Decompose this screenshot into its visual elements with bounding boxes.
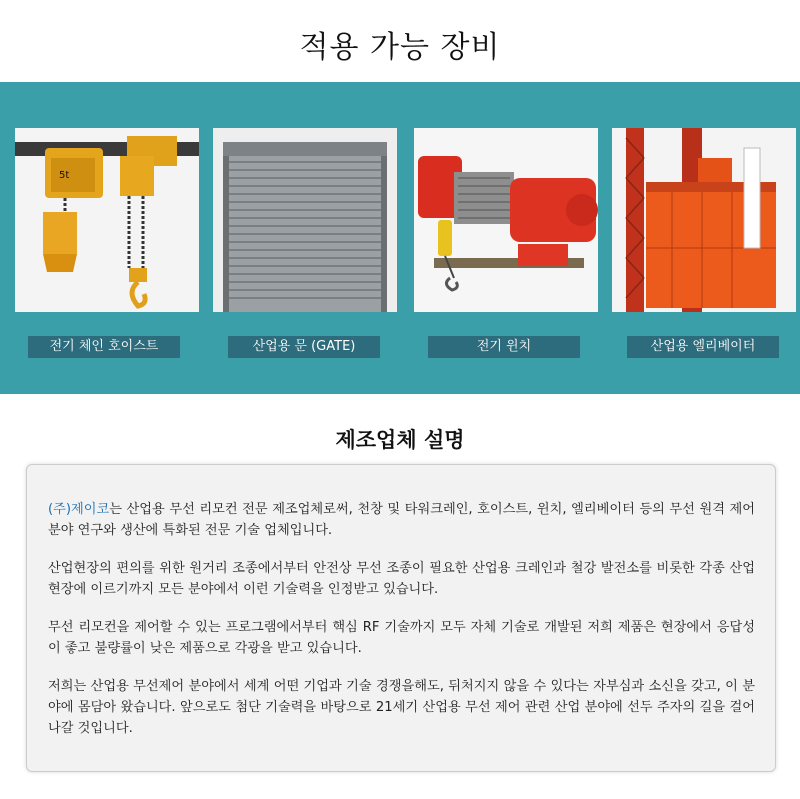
description-paragraph: (주)제이코는 산업용 무선 리모컨 전문 제조업체로써, 천창 및 타워크레인, 호이스트, 윈치, 엘리베이터 등의 무선 원격 제어 분야 연구와 생산에 특화된 전문 기술 업체입니다. [48,502,755,538]
electric-winch-image [414,128,598,312]
page-title: 적용 가능 장비 [299,30,501,65]
svg-text:5t: 5t [59,170,70,181]
description-title: 제조업체 설명 [335,428,465,452]
description-paragraph: 산업현장의 편의를 위한 원거리 조종에서부터 안전상 무선 조종이 필요한 산업용 크레인과 철강 발전소를 비롯한 각종 산업현장에 이르기까지 모든 분야에서 이런 기술력을 인정받고 있습니다. [48,561,755,597]
description-paragraph: 무선 리모컨을 제어할 수 있는 프로그램에서부터 핵심 RF 기술까지 모두 자체 기술로 개발된 저희 제품은 현장에서 응답성이 좋고 불량률이 낮은 제품으로 각광을 받고 있습니다. [48,620,755,656]
equipment-band [0,82,800,394]
equipment-label-gate: 산업용 문 (GATE) [228,336,380,358]
description-box [26,464,776,772]
equipment-label-winch: 전기 윈치 [428,336,580,358]
description-paragraph: 저희는 산업용 무선제어 분야에서 세계 어떤 기업과 기술 경쟁을해도, 뒤처지지 않을 수 있다는 자부심과 소신을 갖고, 이 분야에 몸담아 왔습니다. 앞으로도 첨단 기술력을 바탕으로 21세기 산업용 무선 제어 관련 산업 분야에 선두 주자의 길을 걸어 나갈 것입니다. [48,679,755,736]
equipment-label-elevator: 산업용 엘리베이터 [627,336,779,358]
company-name: (주)제이코 [48,502,110,517]
chain-hoist-image [15,128,199,312]
industrial-elevator-image [612,128,796,312]
rolling-gate-image [213,128,397,312]
equipment-label-chain-hoist: 전기 체인 호이스트 [28,336,180,358]
